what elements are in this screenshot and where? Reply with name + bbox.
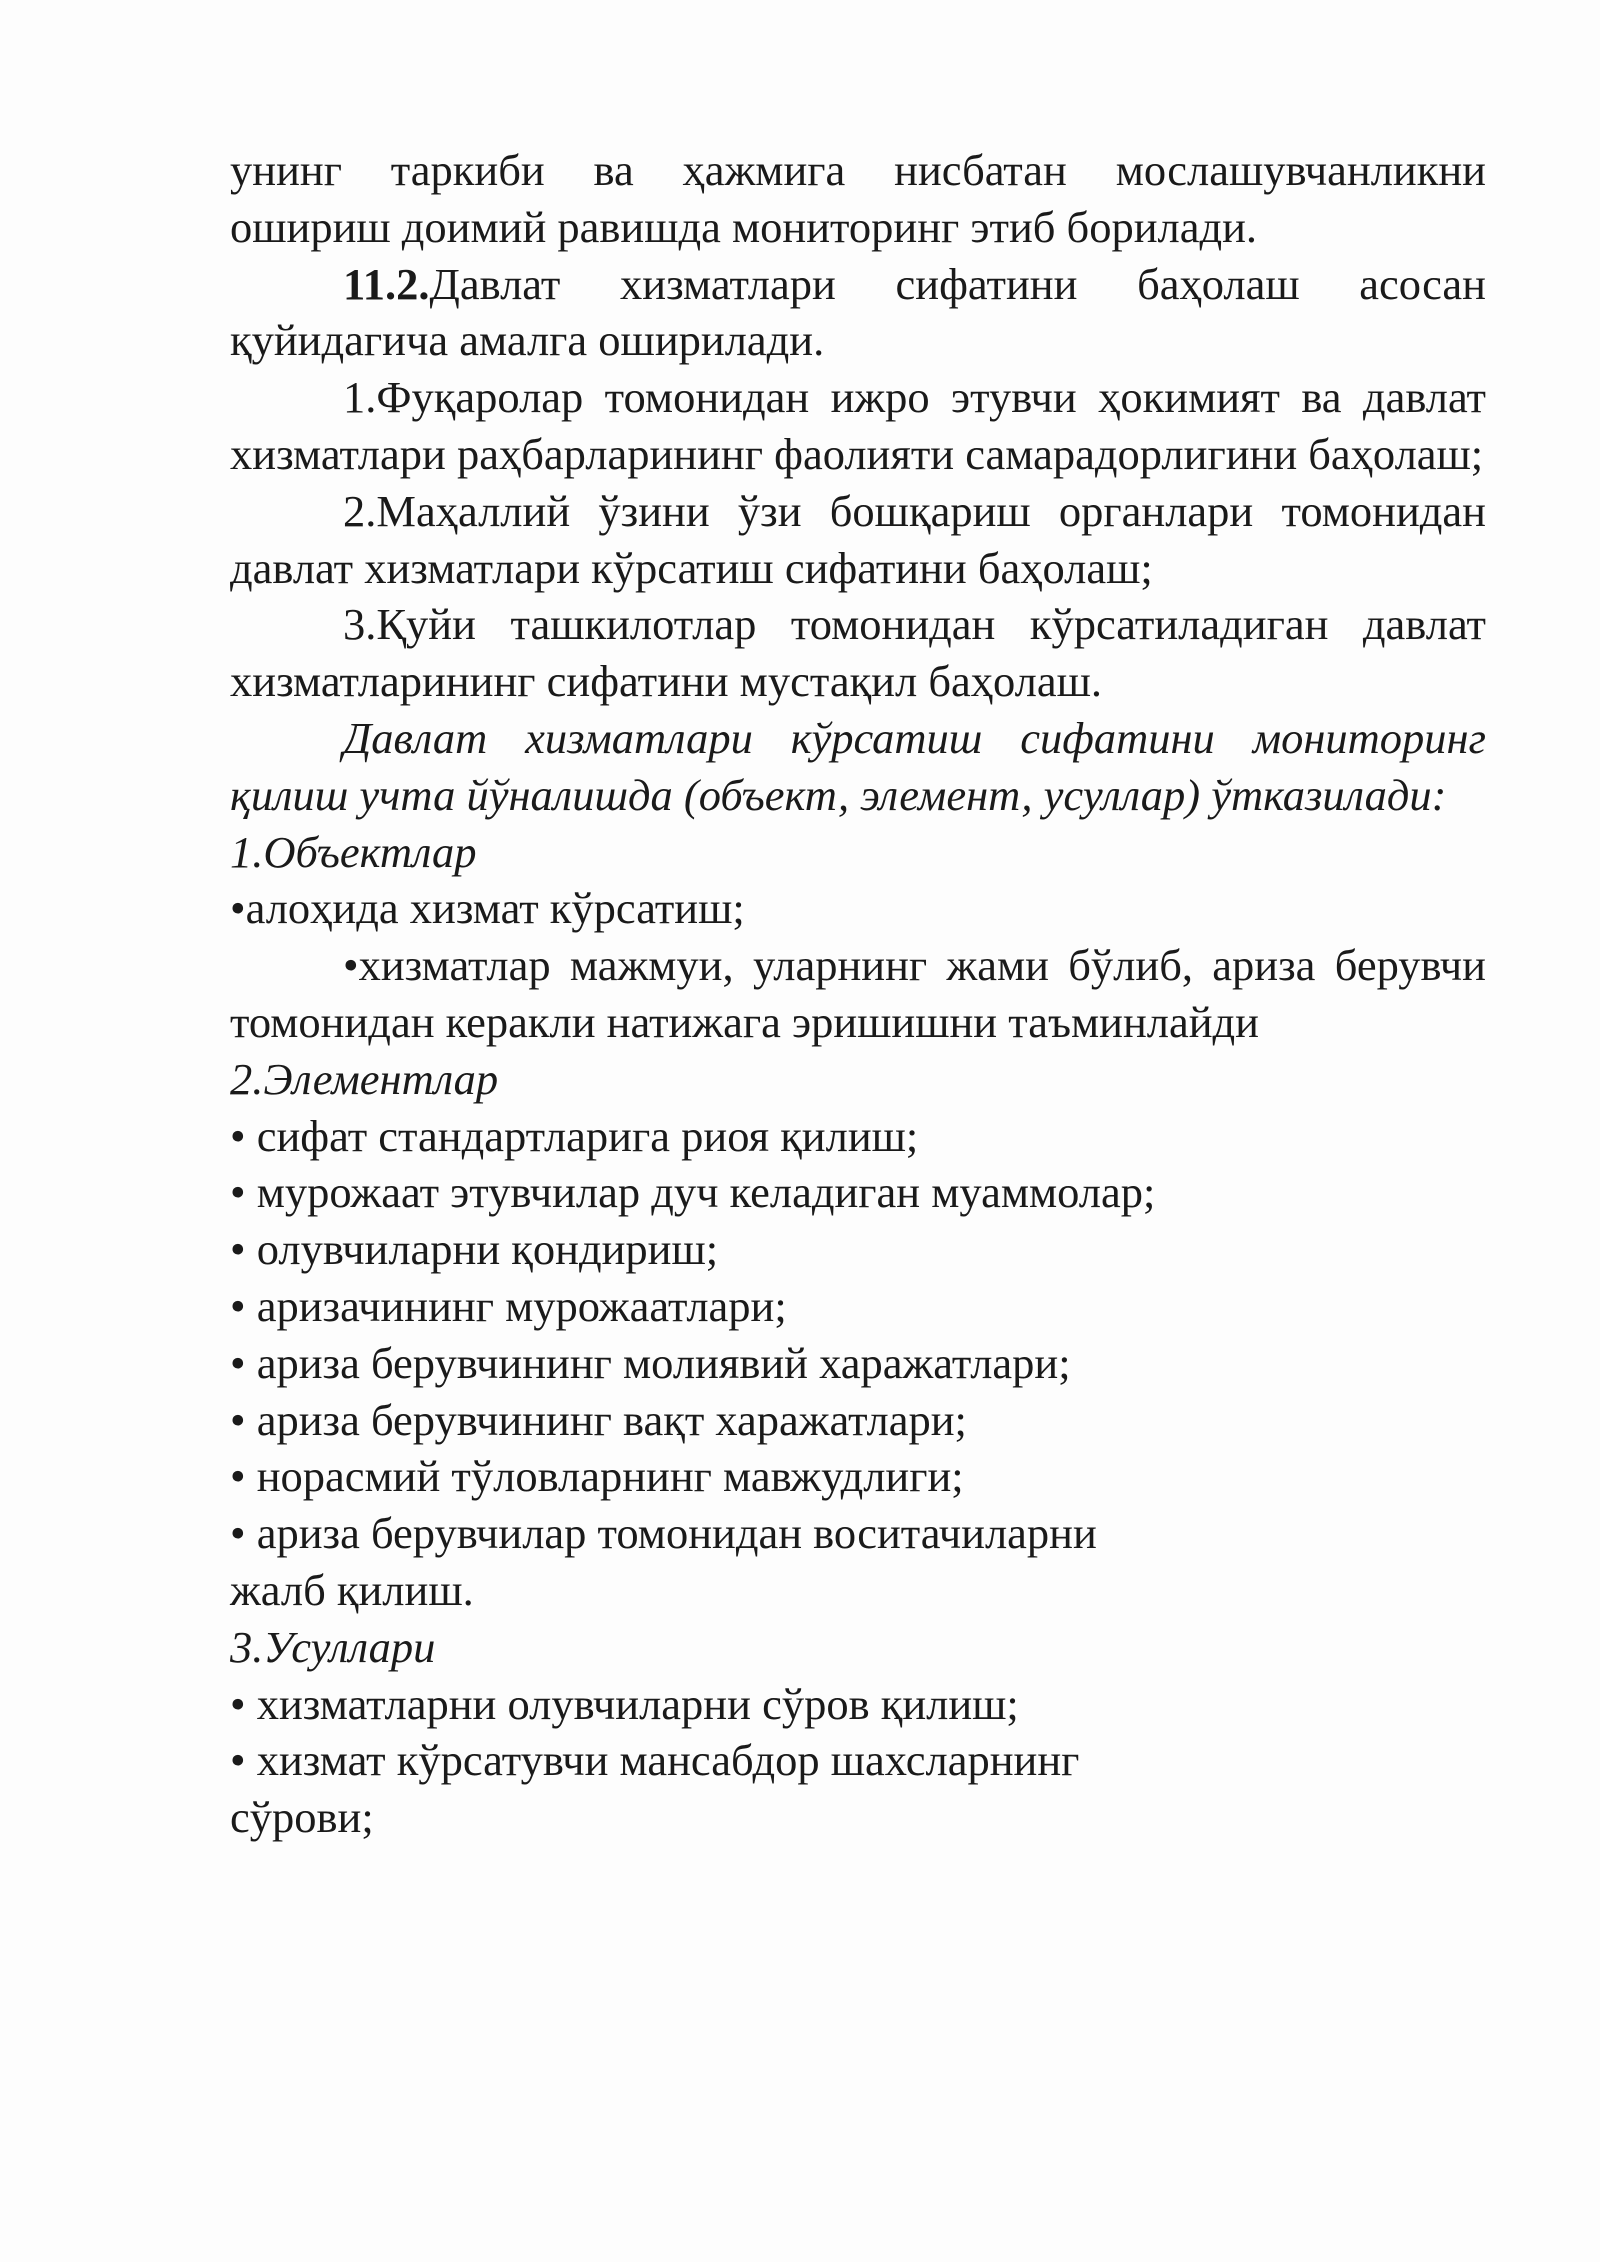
list-item: • ариза берувчилар томонидан воситачиларни [230,1508,1097,1559]
heading-methods: 3.Усуллари [230,1621,436,1672]
italic-intro-paragraph: Давлат хизматлари кўрсатиш сифатини мониторинг қилиш учта йўналишда (объект, элемент, усуллар) ўтказилади: [230,712,1486,820]
list-item: • аризачининг мурожаатлари; [230,1280,787,1331]
heading-elements: 2.Элементлар [230,1053,499,1104]
paragraph-item-3: 3.Қуйи ташкилотлар томонидан кўрсатиладиган давлат хизматларининг сифатини мустақил баҳолаш. [230,599,1486,707]
paragraph-item-1: 1.Фуқаролар томонидан ижро этувчи ҳокимият ва давлат хизматлари раҳбарларининг фаолияти самарадорлигини баҳолаш; [230,372,1486,479]
list-item: • ариза берувчининг молиявий харажатлари; [230,1337,1071,1388]
list-item: • мурожаат этувчилар дуч келадиган муаммолар; [230,1167,1156,1218]
list-item: • хизмат кўрсатувчи мансабдор шахсларнинг [230,1735,1080,1786]
list-item-continuation: сўрови; [230,1792,374,1843]
paragraph-text: Давлат хизматлари сифатини баҳолаш асосан қуйидагича амалга оширилади. [230,258,1486,366]
list-item: •хизматлар мажмуи, уларнинг жами бўлиб, ариза берувчи томонидан керакли натижага эришишни таъминлайди [230,940,1486,1047]
list-item: • ариза берувчининг вақт харажатлари; [230,1394,967,1445]
list-item-continuation: жалб қилиш. [230,1564,474,1615]
paragraph-item-2: 2.Маҳаллий ўзини ўзи бошқариш органлари томонидан давлат хизматлари кўрсатиш сифатини баҳолаш; [230,485,1486,593]
list-item: • сифат стандартларига риоя қилиш; [230,1110,919,1161]
paragraph-11-2 [230,256,1486,370]
list-item: • хизматларни олувчиларни сўров қилиш; [230,1678,1019,1729]
section-number: 11.2. [343,258,430,309]
paragraph-line: унинг таркиби ва ҳажмига нисбатан мослашувчанликни [230,145,1486,195]
paragraph-line: ошириш доимий равишда мониторинг этиб борилади. [230,201,1258,252]
heading-objects: 1.Объектлар [230,826,477,877]
document-body [230,142,1486,1846]
list-item: • олувчиларни қондириш; [230,1224,719,1275]
list-item: • норасмий тўловларнинг мавжудлиги; [230,1451,964,1502]
list-item: •алоҳида хизмат кўрсатиш; [230,883,745,934]
